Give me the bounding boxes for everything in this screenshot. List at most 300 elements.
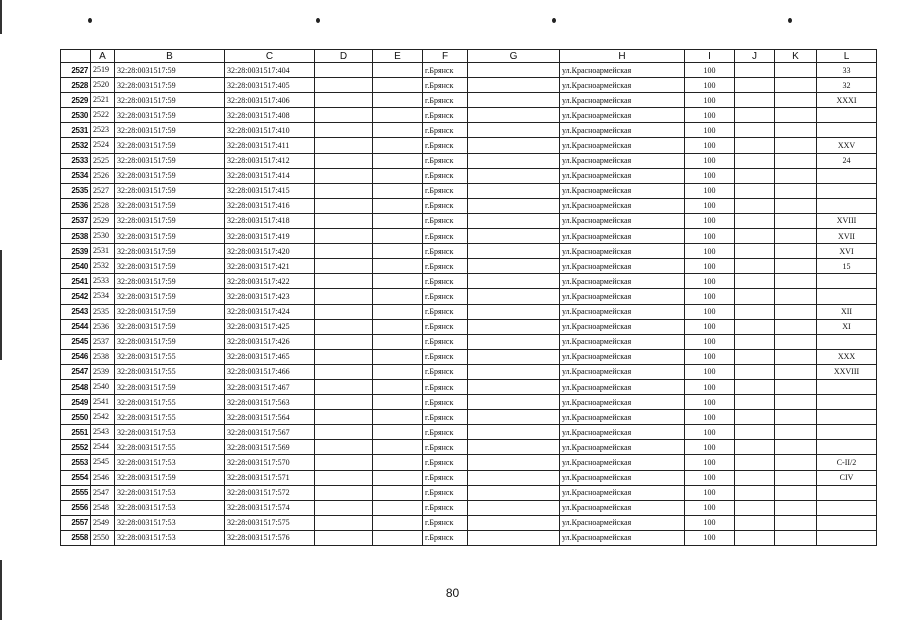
cell-i: 100 (685, 395, 735, 410)
cell-j (735, 274, 775, 289)
cell-d (315, 183, 373, 198)
cell-g (468, 455, 560, 470)
cell-l: XXX (817, 349, 877, 364)
cell-i: 100 (685, 168, 735, 183)
cell-l (817, 425, 877, 440)
cell-a: 2541 (91, 395, 115, 410)
cell-e (373, 244, 423, 259)
cell-i: 100 (685, 289, 735, 304)
cell-h: ул.Красноармейская (560, 379, 685, 394)
cell-b: 32:28:0031517:59 (115, 183, 225, 198)
cell-f: г.Брянск (423, 198, 468, 213)
cell-a: 2523 (91, 123, 115, 138)
cell-k (775, 78, 817, 93)
cell-j (735, 364, 775, 379)
row-number: 2557 (61, 515, 91, 530)
cell-k (775, 183, 817, 198)
cell-l (817, 530, 877, 545)
cell-a: 2549 (91, 515, 115, 530)
table-row (61, 244, 877, 259)
cell-e (373, 515, 423, 530)
column-header: C (225, 50, 315, 63)
cell-a: 2524 (91, 138, 115, 153)
cell-g (468, 93, 560, 108)
cell-k (775, 244, 817, 259)
cell-f: г.Брянск (423, 455, 468, 470)
cell-e (373, 63, 423, 78)
cell-j (735, 138, 775, 153)
cell-e (373, 183, 423, 198)
cell-a: 2550 (91, 530, 115, 545)
cell-f: г.Брянск (423, 138, 468, 153)
cell-f: г.Брянск (423, 334, 468, 349)
cell-i: 100 (685, 78, 735, 93)
cell-l: XVI (817, 244, 877, 259)
cell-f: г.Брянск (423, 183, 468, 198)
cell-d (315, 425, 373, 440)
cell-j (735, 349, 775, 364)
cell-e (373, 410, 423, 425)
cell-l: XVII (817, 229, 877, 244)
cell-k (775, 304, 817, 319)
cell-d (315, 93, 373, 108)
cell-i: 100 (685, 500, 735, 515)
cell-e (373, 123, 423, 138)
cell-j (735, 259, 775, 274)
cell-h: ул.Красноармейская (560, 229, 685, 244)
cell-i: 100 (685, 274, 735, 289)
cell-i: 100 (685, 334, 735, 349)
cell-k (775, 425, 817, 440)
cell-b: 32:28:0031517:55 (115, 410, 225, 425)
cell-h: ул.Красноармейская (560, 244, 685, 259)
cell-d (315, 274, 373, 289)
cell-a: 2544 (91, 440, 115, 455)
row-number: 2542 (61, 289, 91, 304)
cell-g (468, 78, 560, 93)
cell-a: 2525 (91, 153, 115, 168)
cell-c: 32:28:0031517:570 (225, 455, 315, 470)
cell-f: г.Брянск (423, 470, 468, 485)
table-row (61, 319, 877, 334)
cell-j (735, 440, 775, 455)
cell-a: 2526 (91, 168, 115, 183)
table-row (61, 515, 877, 530)
cell-c: 32:28:0031517:572 (225, 485, 315, 500)
table-row (61, 395, 877, 410)
cell-f: г.Брянск (423, 410, 468, 425)
cell-c: 32:28:0031517:425 (225, 319, 315, 334)
table-row (61, 63, 877, 78)
cell-c: 32:28:0031517:569 (225, 440, 315, 455)
cell-c: 32:28:0031517:575 (225, 515, 315, 530)
cell-i: 100 (685, 229, 735, 244)
cell-c: 32:28:0031517:563 (225, 395, 315, 410)
cell-e (373, 93, 423, 108)
cell-g (468, 334, 560, 349)
cell-c: 32:28:0031517:416 (225, 198, 315, 213)
table-row (61, 500, 877, 515)
cell-a: 2548 (91, 500, 115, 515)
cell-e (373, 395, 423, 410)
cell-h: ул.Красноармейская (560, 78, 685, 93)
cell-f: г.Брянск (423, 304, 468, 319)
table-row (61, 530, 877, 545)
cell-e (373, 530, 423, 545)
cell-c: 32:28:0031517:424 (225, 304, 315, 319)
cell-e (373, 153, 423, 168)
cell-j (735, 289, 775, 304)
cell-g (468, 500, 560, 515)
row-number: 2553 (61, 455, 91, 470)
cell-f: г.Брянск (423, 395, 468, 410)
column-header-row (61, 50, 877, 63)
cell-i: 100 (685, 515, 735, 530)
cell-b: 32:28:0031517:59 (115, 470, 225, 485)
table-row (61, 78, 877, 93)
column-header: E (373, 50, 423, 63)
cell-j (735, 183, 775, 198)
cell-g (468, 183, 560, 198)
cell-d (315, 78, 373, 93)
cell-a: 2531 (91, 244, 115, 259)
cell-d (315, 244, 373, 259)
cell-j (735, 319, 775, 334)
cell-a: 2543 (91, 425, 115, 440)
cell-k (775, 153, 817, 168)
cell-l (817, 485, 877, 500)
row-number: 2540 (61, 259, 91, 274)
cell-a: 2528 (91, 198, 115, 213)
row-number: 2537 (61, 213, 91, 228)
cell-g (468, 168, 560, 183)
cell-i: 100 (685, 455, 735, 470)
cell-c: 32:28:0031517:408 (225, 108, 315, 123)
cell-f: г.Брянск (423, 78, 468, 93)
cell-j (735, 229, 775, 244)
cell-c: 32:28:0031517:423 (225, 289, 315, 304)
cell-e (373, 364, 423, 379)
cell-a: 2536 (91, 319, 115, 334)
cell-a: 2538 (91, 349, 115, 364)
table-row (61, 485, 877, 500)
cell-d (315, 440, 373, 455)
row-number: 2547 (61, 364, 91, 379)
cell-d (315, 123, 373, 138)
cell-c: 32:28:0031517:414 (225, 168, 315, 183)
table-row (61, 470, 877, 485)
cell-b: 32:28:0031517:59 (115, 138, 225, 153)
cell-d (315, 319, 373, 334)
table-row (61, 198, 877, 213)
row-number: 2541 (61, 274, 91, 289)
cell-k (775, 455, 817, 470)
cell-h: ул.Красноармейская (560, 108, 685, 123)
cell-e (373, 425, 423, 440)
cell-g (468, 379, 560, 394)
cell-h: ул.Красноармейская (560, 470, 685, 485)
cell-h: ул.Красноармейская (560, 349, 685, 364)
cell-g (468, 515, 560, 530)
cell-i: 100 (685, 425, 735, 440)
cell-g (468, 108, 560, 123)
table-row (61, 304, 877, 319)
cell-f: г.Брянск (423, 515, 468, 530)
cell-c: 32:28:0031517:421 (225, 259, 315, 274)
cell-d (315, 198, 373, 213)
row-number: 2549 (61, 395, 91, 410)
row-number: 2545 (61, 334, 91, 349)
cell-h: ул.Красноармейская (560, 123, 685, 138)
cell-f: г.Брянск (423, 364, 468, 379)
cell-a: 2535 (91, 304, 115, 319)
cell-b: 32:28:0031517:53 (115, 485, 225, 500)
cell-f: г.Брянск (423, 63, 468, 78)
cell-h: ул.Красноармейская (560, 485, 685, 500)
cell-b: 32:28:0031517:59 (115, 319, 225, 334)
column-header: G (468, 50, 560, 63)
cell-d (315, 213, 373, 228)
table-row (61, 93, 877, 108)
table-row (61, 213, 877, 228)
cell-a: 2530 (91, 229, 115, 244)
scan-edge-mark (0, 250, 2, 360)
row-number: 2554 (61, 470, 91, 485)
cell-g (468, 319, 560, 334)
table-row (61, 289, 877, 304)
cell-l: XVIII (817, 213, 877, 228)
cell-c: 32:28:0031517:422 (225, 274, 315, 289)
cell-i: 100 (685, 138, 735, 153)
column-header: K (775, 50, 817, 63)
cell-h: ул.Красноармейская (560, 63, 685, 78)
cell-f: г.Брянск (423, 319, 468, 334)
cell-e (373, 78, 423, 93)
cell-e (373, 455, 423, 470)
cell-e (373, 349, 423, 364)
cell-e (373, 304, 423, 319)
cell-b: 32:28:0031517:59 (115, 274, 225, 289)
cell-i: 100 (685, 349, 735, 364)
table-row (61, 259, 877, 274)
cell-b: 32:28:0031517:59 (115, 229, 225, 244)
cell-k (775, 470, 817, 485)
cell-b: 32:28:0031517:59 (115, 63, 225, 78)
cell-k (775, 138, 817, 153)
cell-f: г.Брянск (423, 244, 468, 259)
cell-c: 32:28:0031517:466 (225, 364, 315, 379)
cell-a: 2533 (91, 274, 115, 289)
cell-j (735, 198, 775, 213)
cell-e (373, 500, 423, 515)
cell-c: 32:28:0031517:405 (225, 78, 315, 93)
cell-d (315, 455, 373, 470)
cell-i: 100 (685, 364, 735, 379)
cell-d (315, 515, 373, 530)
cell-b: 32:28:0031517:55 (115, 349, 225, 364)
cell-d (315, 304, 373, 319)
cell-g (468, 153, 560, 168)
cell-f: г.Брянск (423, 500, 468, 515)
cell-h: ул.Красноармейская (560, 274, 685, 289)
row-number: 2558 (61, 530, 91, 545)
cell-l: XII (817, 304, 877, 319)
cell-i: 100 (685, 530, 735, 545)
page-number: 80 (445, 586, 460, 600)
cell-i: 100 (685, 213, 735, 228)
cell-k (775, 123, 817, 138)
cell-i: 100 (685, 244, 735, 259)
cell-a: 2522 (91, 108, 115, 123)
cell-g (468, 440, 560, 455)
cell-i: 100 (685, 470, 735, 485)
cell-b: 32:28:0031517:53 (115, 455, 225, 470)
cell-a: 2521 (91, 93, 115, 108)
cell-f: г.Брянск (423, 349, 468, 364)
cell-i: 100 (685, 198, 735, 213)
cell-c: 32:28:0031517:406 (225, 93, 315, 108)
cell-f: г.Брянск (423, 168, 468, 183)
cell-j (735, 244, 775, 259)
row-number: 2555 (61, 485, 91, 500)
row-number: 2538 (61, 229, 91, 244)
cell-b: 32:28:0031517:59 (115, 168, 225, 183)
cell-l (817, 410, 877, 425)
row-number: 2527 (61, 63, 91, 78)
cell-b: 32:28:0031517:59 (115, 244, 225, 259)
cell-c: 32:28:0031517:420 (225, 244, 315, 259)
cell-g (468, 530, 560, 545)
cell-l (817, 515, 877, 530)
table-row (61, 364, 877, 379)
cell-d (315, 530, 373, 545)
cell-i: 100 (685, 93, 735, 108)
cell-i: 100 (685, 153, 735, 168)
cell-b: 32:28:0031517:55 (115, 364, 225, 379)
cell-f: г.Брянск (423, 259, 468, 274)
cell-b: 32:28:0031517:53 (115, 425, 225, 440)
cell-e (373, 138, 423, 153)
cell-c: 32:28:0031517:574 (225, 500, 315, 515)
cell-b: 32:28:0031517:59 (115, 289, 225, 304)
cell-f: г.Брянск (423, 213, 468, 228)
cell-a: 2529 (91, 213, 115, 228)
table-row (61, 410, 877, 425)
cell-h: ул.Красноармейская (560, 515, 685, 530)
cell-l (817, 440, 877, 455)
cell-i: 100 (685, 485, 735, 500)
cell-l (817, 334, 877, 349)
cell-f: г.Брянск (423, 440, 468, 455)
cell-g (468, 425, 560, 440)
cell-g (468, 213, 560, 228)
cell-l (817, 198, 877, 213)
cell-d (315, 500, 373, 515)
cell-k (775, 259, 817, 274)
cell-a: 2532 (91, 259, 115, 274)
cell-f: г.Брянск (423, 485, 468, 500)
table-row (61, 183, 877, 198)
cell-l: С-II/2 (817, 455, 877, 470)
row-number: 2551 (61, 425, 91, 440)
cell-h: ул.Красноармейская (560, 500, 685, 515)
cell-a: 2547 (91, 485, 115, 500)
cell-c: 32:28:0031517:410 (225, 123, 315, 138)
table-row (61, 379, 877, 394)
cell-l: 33 (817, 63, 877, 78)
row-number: 2556 (61, 500, 91, 515)
cell-k (775, 364, 817, 379)
cell-k (775, 274, 817, 289)
cell-k (775, 485, 817, 500)
cell-d (315, 63, 373, 78)
cell-b: 32:28:0031517:59 (115, 153, 225, 168)
cell-h: ул.Красноармейская (560, 530, 685, 545)
row-number: 2539 (61, 244, 91, 259)
cell-b: 32:28:0031517:59 (115, 259, 225, 274)
table-row (61, 108, 877, 123)
cell-h: ул.Красноармейская (560, 168, 685, 183)
cell-k (775, 349, 817, 364)
column-header: A (91, 50, 115, 63)
cell-j (735, 500, 775, 515)
cell-l: XXV (817, 138, 877, 153)
cell-l (817, 168, 877, 183)
cell-g (468, 395, 560, 410)
cell-b: 32:28:0031517:55 (115, 395, 225, 410)
cell-l (817, 379, 877, 394)
cell-k (775, 500, 817, 515)
cell-h: ул.Красноармейская (560, 138, 685, 153)
cell-a: 2527 (91, 183, 115, 198)
cell-g (468, 349, 560, 364)
cell-g (468, 410, 560, 425)
cell-j (735, 123, 775, 138)
cell-b: 32:28:0031517:55 (115, 440, 225, 455)
cell-f: г.Брянск (423, 530, 468, 545)
cell-j (735, 93, 775, 108)
cell-j (735, 63, 775, 78)
row-number: 2544 (61, 319, 91, 334)
cell-f: г.Брянск (423, 425, 468, 440)
column-header: H (560, 50, 685, 63)
cell-l: CIV (817, 470, 877, 485)
cell-c: 32:28:0031517:576 (225, 530, 315, 545)
row-number: 2535 (61, 183, 91, 198)
cell-j (735, 410, 775, 425)
cell-k (775, 229, 817, 244)
cell-d (315, 259, 373, 274)
row-number: 2534 (61, 168, 91, 183)
row-number: 2543 (61, 304, 91, 319)
cell-d (315, 349, 373, 364)
column-header: D (315, 50, 373, 63)
row-number: 2533 (61, 153, 91, 168)
cell-i: 100 (685, 63, 735, 78)
cell-k (775, 108, 817, 123)
cell-a: 2534 (91, 289, 115, 304)
cell-k (775, 334, 817, 349)
cell-b: 32:28:0031517:59 (115, 213, 225, 228)
column-header: J (735, 50, 775, 63)
scan-edge-mark (0, 0, 2, 34)
cell-b: 32:28:0031517:53 (115, 515, 225, 530)
table-row (61, 153, 877, 168)
row-number: 2552 (61, 440, 91, 455)
cell-c: 32:28:0031517:567 (225, 425, 315, 440)
cell-f: г.Брянск (423, 93, 468, 108)
cell-j (735, 455, 775, 470)
